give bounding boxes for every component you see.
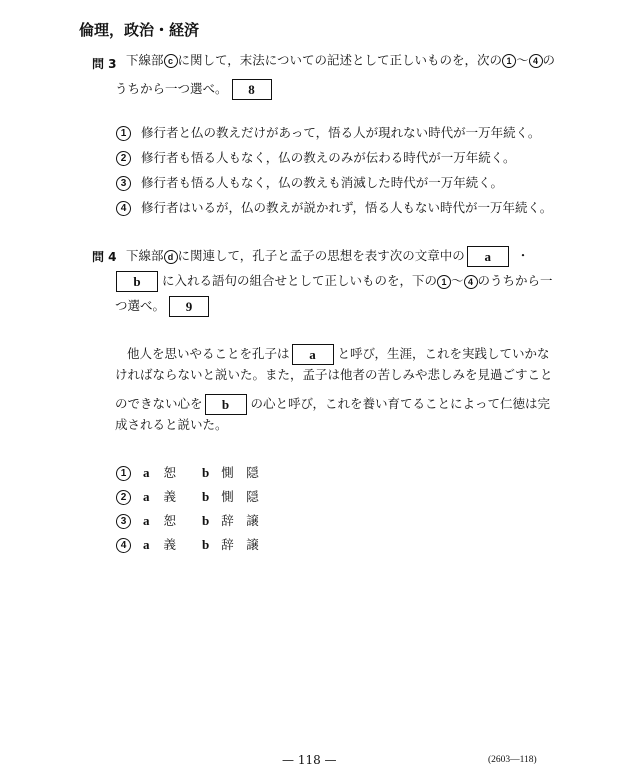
blank-b-box: b [116, 271, 158, 292]
q3-option-2 [116, 151, 516, 166]
q4-stem-line2 [116, 271, 553, 292]
q3-answer-box: 8 [232, 79, 272, 100]
q4-stem-text-d: のうちから一 [477, 273, 553, 288]
range-end-marker: 4 [464, 275, 478, 289]
passage-blank-a: a [292, 344, 334, 365]
underline-marker-d: d [164, 250, 178, 264]
option-number: 4 [116, 201, 131, 216]
q3-stem-text-c: の [542, 52, 556, 68]
passage-text: のできない心を [115, 396, 203, 411]
subject-title: 倫理，政治・経済 [79, 21, 200, 39]
passage-text: と呼び，生涯，これを実践していかな [337, 346, 550, 361]
option-text: 修行者も悟る人もなく，仏の教えも消滅した時代が一万年続く。 [141, 175, 504, 190]
q4-stem-text-e: つ選べ。 [115, 298, 166, 313]
option-b-label: b [202, 513, 210, 528]
passage-line-4: 成されると説いた。 [115, 417, 228, 432]
q4-stem-text-a: 下線部 [126, 248, 164, 263]
option-a-value: 恕 [163, 465, 177, 480]
q4-option-4 [116, 538, 259, 553]
option-b-value: 辞 譲 [221, 537, 259, 552]
option-a-value: 義 [163, 489, 177, 504]
q3-stem-text-a: 下線部 [126, 52, 164, 68]
q3-stem-line2 [115, 79, 272, 100]
q3-option-1 [116, 126, 540, 141]
option-b-label: b [202, 537, 210, 552]
q4-option-2 [116, 490, 259, 505]
q4-label: 問 4 [92, 250, 117, 264]
range-end-marker: 4 [529, 54, 543, 68]
range-separator: 〜 [451, 273, 464, 288]
option-number: 2 [116, 490, 131, 505]
passage-line-1 [127, 344, 550, 365]
document-code: (2603—118) [488, 755, 537, 765]
option-number: 1 [116, 466, 131, 481]
option-a-label: a [143, 489, 150, 504]
q3-option-3 [116, 176, 503, 191]
option-a-value: 義 [163, 537, 177, 552]
option-number: 3 [116, 514, 131, 529]
passage-text: の心と呼び，これを養い育てることによって仁徳は完 [250, 396, 551, 411]
option-a-label: a [143, 513, 150, 528]
passage-line-3 [115, 394, 550, 415]
option-b-value: 惻 隠 [221, 489, 259, 504]
q4-stem-text-c: に入れる語句の組合せとして正しいものを，下の [162, 273, 438, 288]
passage-text: 他人を思いやることを孔子は [127, 346, 290, 361]
option-number: 2 [116, 151, 131, 166]
range-start-marker: 1 [437, 275, 451, 289]
q4-option-1 [116, 466, 259, 481]
range-start-marker: 1 [502, 54, 516, 68]
option-b-label: b [202, 465, 210, 480]
option-a-label: a [143, 465, 150, 480]
q4-option-3 [116, 514, 259, 529]
q3-stem-line1 [126, 54, 555, 68]
q4-stem-line1 [126, 246, 529, 267]
q3-stem-text-d: うちから一つ選べ。 [115, 81, 228, 96]
page-number: — 118 — [282, 753, 337, 767]
option-text: 修行者はいるが，仏の教えが説かれず，悟る人もない時代が一万年続く。 [141, 200, 553, 215]
option-number: 3 [116, 176, 131, 191]
option-text: 修行者も悟る人もなく，仏の教えのみが伝わる時代が一万年続く。 [141, 150, 516, 165]
q4-stem-text-b: に関連して，孔子と孟子の思想を表す次の文章中の [177, 248, 465, 263]
option-number: 4 [116, 538, 131, 553]
passage-blank-b: b [205, 394, 247, 415]
passage-line-2: ければならないと説いた。また，孟子は他者の苦しみや悲しみを見過ごすこと [115, 367, 553, 382]
q3-stem-text-b: に関して，末法についての記述として正しいものを，次の [177, 52, 503, 68]
blank-a-box: a [467, 246, 509, 267]
option-b-label: b [202, 489, 210, 504]
q4-stem-line3 [115, 296, 209, 317]
range-separator: 〜 [516, 52, 529, 68]
option-text: 修行者と仏の教えだけがあって，悟る人が現れない時代が一万年続く。 [141, 125, 541, 140]
option-a-label: a [143, 537, 150, 552]
q4-answer-box: 9 [169, 296, 209, 317]
option-b-value: 惻 隠 [221, 465, 259, 480]
option-number: 1 [116, 126, 131, 141]
option-b-value: 辞 譲 [221, 513, 259, 528]
underline-marker-c: c [164, 54, 178, 68]
separator-dot: ・ [516, 248, 530, 263]
q3-option-4 [116, 201, 552, 216]
option-a-value: 恕 [163, 513, 177, 528]
q3-label: 問 3 [92, 57, 117, 71]
